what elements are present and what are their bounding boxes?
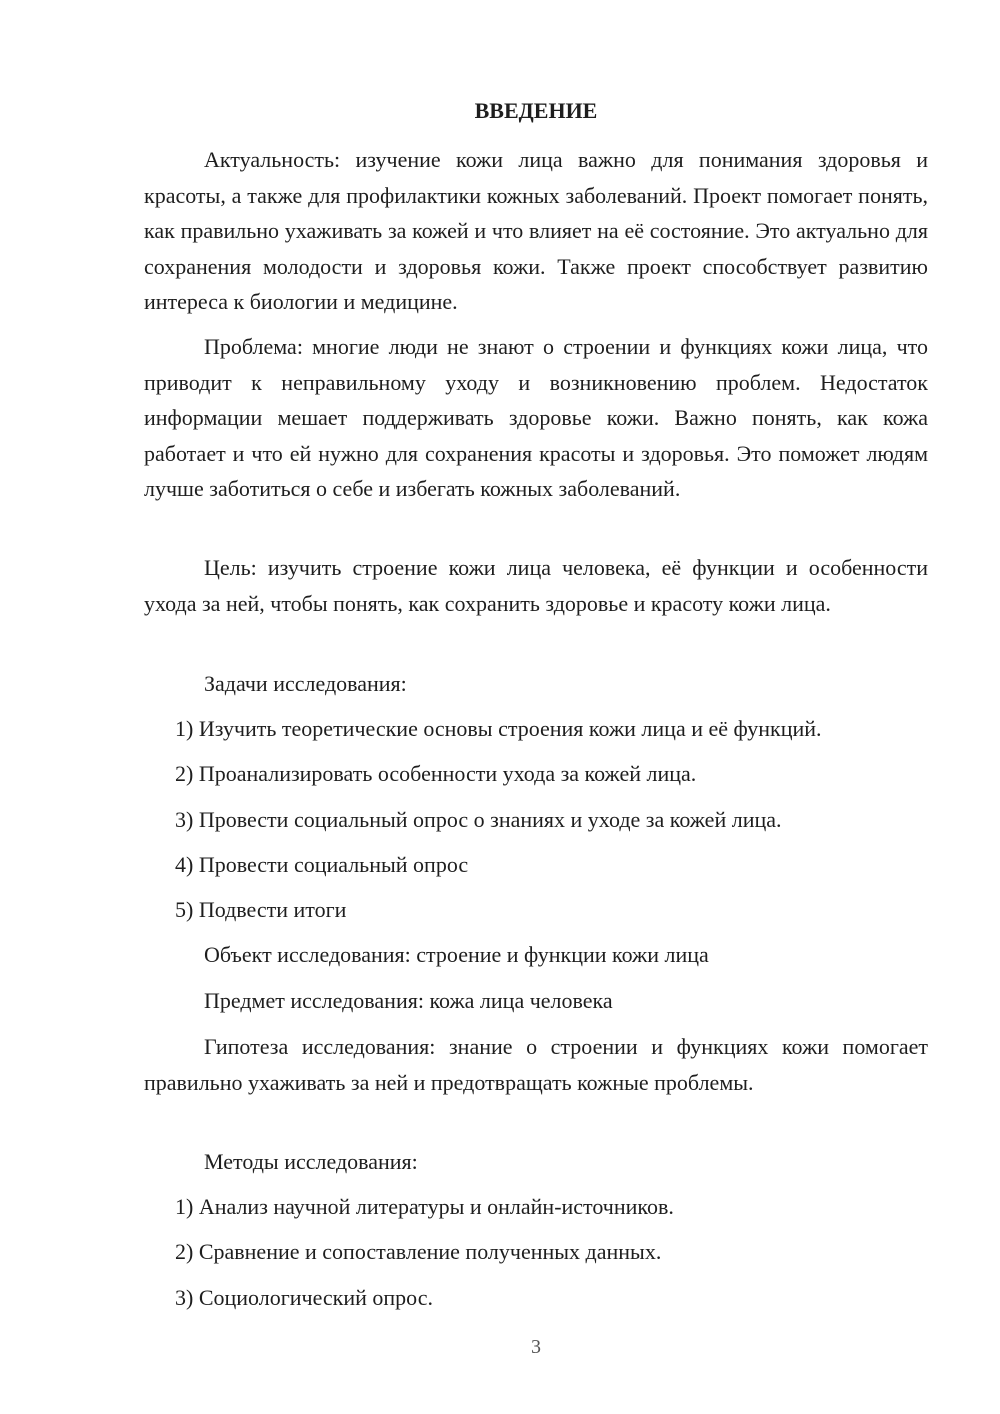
tasks-heading: Задачи исследования: <box>204 671 407 696</box>
list-item: 1) Изучить теоретические основы строения кожи лица и её функций. <box>175 716 822 741</box>
research-object: Объект исследования: строение и функции кожи лица <box>204 942 709 967</box>
list-item: 2) Сравнение и сопоставление полученных данных. <box>175 1239 662 1264</box>
list-item: 2) Проанализировать особенности ухода за кожей лица. <box>175 761 697 786</box>
page-title: ВВЕДЕНИЕ <box>474 98 598 123</box>
list-item: 3) Провести социальный опрос о знаниях и уходе за кожей лица. <box>175 807 782 832</box>
list-item: 5) Подвести итоги <box>175 897 347 922</box>
list-item: 3) Социологический опрос. <box>175 1285 433 1310</box>
methods-heading: Методы исследования: <box>204 1149 418 1174</box>
paragraph-goal: Цель: изучить строение кожи лица человека, её функции и особенности ухода за ней, чтобы понять, как сохранить здоровье и красоту кожи лица. <box>144 555 928 616</box>
paragraph-relevance: Актуальность: изучение кожи лица важно для понимания здоровья и красоты, а также для профилактики кожных заболеваний. Проект помогает понять, как правильно ухаживать за кожей и что влияет на её состояние. Это актуально для сохранения молодости и здоровья кожи. Также проект способствует развитию интереса к биологии и медицине. <box>144 147 928 314</box>
research-subject: Предмет исследования: кожа лица человека <box>204 988 613 1013</box>
page-number: 3 <box>531 1336 541 1358</box>
paragraph-problem: Проблема: многие люди не знают о строении и функциях кожи лица, что приводит к неправильному уходу и возникновению проблем. Недостаток информации мешает поддерживать здоровье кожи. Важно понять, как кожа работает и что ей нужно для сохранения красоты и здоровья. Это поможет людям лучше заботиться о себе и избегать кожных заболеваний. <box>144 334 928 501</box>
list-item: 1) Анализ научной литературы и онлайн-источников. <box>175 1194 674 1219</box>
paragraph-hypothesis: Гипотеза исследования: знание о строении и функциях кожи помогает правильно ухаживать за ней и предотвращать кожные проблемы. <box>144 1034 928 1095</box>
list-item: 4) Провести социальный опрос <box>175 852 469 877</box>
